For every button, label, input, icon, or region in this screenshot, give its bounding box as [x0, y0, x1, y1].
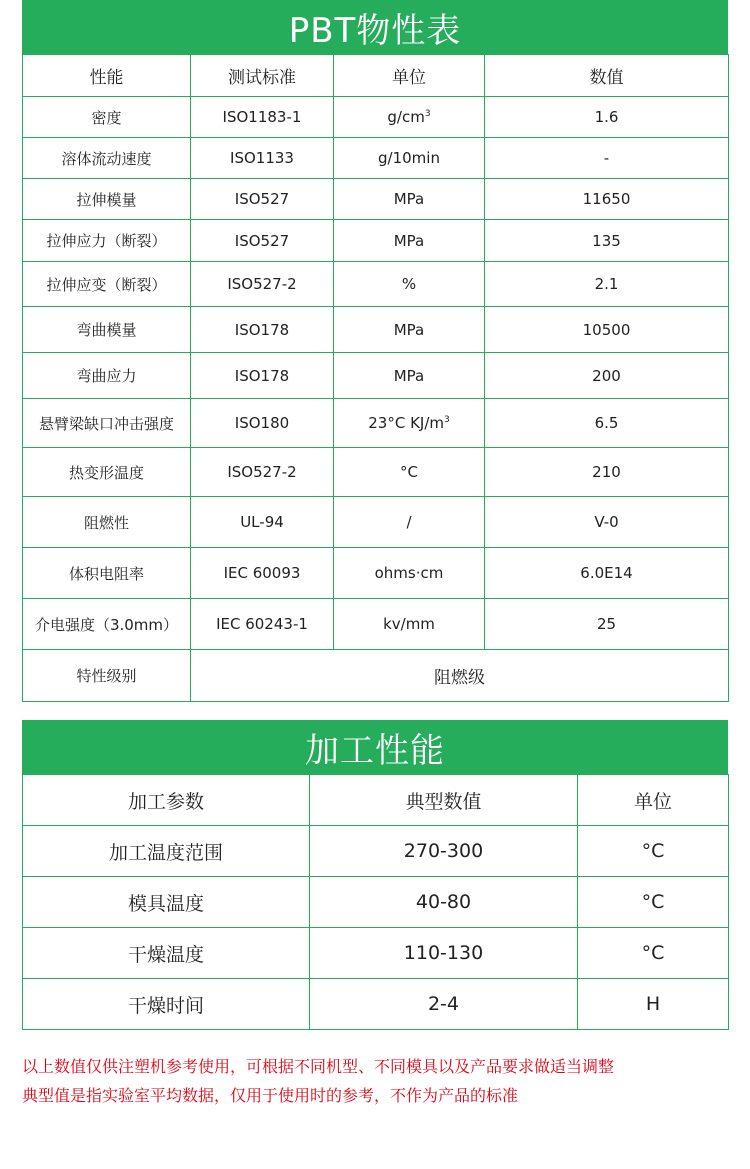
typical-value-cell: 2-4	[310, 979, 578, 1030]
note-line: 以上数值仅供注塑机参考使用，可根据不同机型、不同模具以及产品要求做适当调整	[22, 1057, 615, 1076]
test-standard-cell: ISO527	[191, 220, 334, 262]
header-param: 加工参数	[23, 775, 310, 826]
test-standard-cell: ISO1183-1	[191, 97, 334, 138]
unit-cell	[334, 262, 485, 307]
test-standard-cell: ISO527	[191, 179, 334, 220]
test-standard-cell: ISO178	[191, 353, 334, 399]
property-row	[23, 179, 729, 220]
header-value: 数值	[485, 55, 729, 97]
property-row	[23, 138, 729, 179]
header-property: 性能	[23, 55, 191, 97]
value-cell: 10500	[485, 307, 729, 353]
header-unit: 单位	[578, 775, 729, 826]
property-name-cell: 拉伸模量	[23, 179, 191, 220]
unit-text: ohms·cm	[374, 564, 444, 582]
test-standard-cell: IEC 60243-1	[191, 599, 334, 650]
properties-header-row	[23, 55, 729, 97]
unit-cell	[334, 138, 485, 179]
test-standard-cell: ISO1133	[191, 138, 334, 179]
unit-text: MPa	[393, 320, 425, 339]
processing-row	[23, 979, 729, 1030]
unit-text: 23°C KJ/m	[368, 414, 445, 432]
value-cell: 2.1	[485, 262, 729, 307]
test-standard-cell: IEC 60093	[191, 548, 334, 599]
unit-cell: °C	[578, 826, 729, 877]
processing-title: 加工性能	[22, 720, 728, 774]
typical-value-cell: 40-80	[310, 877, 578, 928]
unit-cell	[334, 399, 485, 448]
unit-cell	[334, 179, 485, 220]
test-standard-cell: ISO180	[191, 399, 334, 448]
header-typical-value: 典型数值	[310, 775, 578, 826]
value-cell: 25	[485, 599, 729, 650]
property-row	[23, 497, 729, 548]
property-row	[23, 97, 729, 138]
property-row	[23, 353, 729, 399]
property-name-cell: 拉伸应力（断裂）	[23, 220, 191, 262]
value-cell: -	[485, 138, 729, 179]
processing-row	[23, 826, 729, 877]
param-cell: 干燥温度	[23, 928, 310, 979]
unit-text: MPa	[393, 231, 425, 250]
property-row	[23, 448, 729, 497]
test-standard-cell: ISO527-2	[191, 262, 334, 307]
property-name-cell: 悬臂梁缺口冲击强度	[23, 399, 191, 448]
unit-cell	[334, 548, 485, 599]
notes	[22, 1052, 742, 1110]
test-standard-cell: UL-94	[191, 497, 334, 548]
unit-cell: °C	[578, 877, 729, 928]
header-unit: 单位	[334, 55, 485, 97]
property-name-cell: 阻燃性	[23, 497, 191, 548]
param-cell: 加工温度范围	[23, 826, 310, 877]
property-row	[23, 220, 729, 262]
property-row	[23, 399, 729, 448]
processing-table	[22, 774, 729, 1030]
property-row	[23, 599, 729, 650]
test-standard-cell: ISO527-2	[191, 448, 334, 497]
property-name-cell: 介电强度（3.0mm）	[23, 599, 191, 650]
unit-superscript: 3	[424, 109, 431, 119]
param-cell: 模具温度	[23, 877, 310, 928]
value-cell: 200	[485, 353, 729, 399]
unit-text: g/cm	[387, 108, 425, 126]
unit-text: g/10min	[378, 149, 440, 167]
unit-cell	[334, 220, 485, 262]
property-row	[23, 548, 729, 599]
unit-text: %	[401, 275, 417, 293]
value-cell: 6.5	[485, 399, 729, 448]
property-name-cell: 热变形温度	[23, 448, 191, 497]
value-cell: 6.0E14	[485, 548, 729, 599]
grade-value-cell: 阻燃级	[191, 650, 729, 702]
typical-value-cell: 270-300	[310, 826, 578, 877]
processing-row	[23, 877, 729, 928]
unit-cell	[334, 448, 485, 497]
typical-value-cell: 110-130	[310, 928, 578, 979]
unit-text: /	[406, 513, 412, 531]
property-name-cell: 弯曲应力	[23, 353, 191, 399]
note-line: 典型值是指实验室平均数据，仅用于使用时的参考，不作为产品的标准	[22, 1086, 519, 1105]
unit-cell	[334, 307, 485, 353]
value-cell: 210	[485, 448, 729, 497]
unit-text: MPa	[393, 190, 425, 208]
property-name-cell: 密度	[23, 97, 191, 138]
grade-label-cell: 特性级别	[23, 650, 191, 702]
value-cell: V-0	[485, 497, 729, 548]
value-cell: 135	[485, 220, 729, 262]
unit-cell: °C	[578, 928, 729, 979]
property-name-cell: 拉伸应变（断裂）	[23, 262, 191, 307]
property-name-cell: 体积电阻率	[23, 548, 191, 599]
unit-superscript: 3	[444, 415, 450, 425]
param-cell: 干燥时间	[23, 979, 310, 1030]
unit-text: kv/mm	[383, 615, 435, 633]
property-row	[23, 307, 729, 353]
processing-row	[23, 928, 729, 979]
unit-cell	[334, 599, 485, 650]
pbt-properties-title: PBT物性表	[22, 0, 728, 54]
property-name-cell: 弯曲模量	[23, 307, 191, 353]
processing-header-row	[23, 775, 729, 826]
unit-cell	[334, 353, 485, 399]
unit-text: MPa	[393, 366, 425, 385]
unit-text: °C	[400, 463, 418, 481]
property-row	[23, 262, 729, 307]
unit-cell	[334, 497, 485, 548]
value-cell: 11650	[485, 179, 729, 220]
value-cell: 1.6	[485, 97, 729, 138]
header-standard: 测试标准	[191, 55, 334, 97]
property-name-cell: 溶体流动速度	[23, 138, 191, 179]
unit-cell: H	[578, 979, 729, 1030]
pbt-properties-table	[22, 54, 729, 702]
unit-cell	[334, 97, 485, 138]
grade-row	[23, 650, 729, 702]
test-standard-cell: ISO178	[191, 307, 334, 353]
